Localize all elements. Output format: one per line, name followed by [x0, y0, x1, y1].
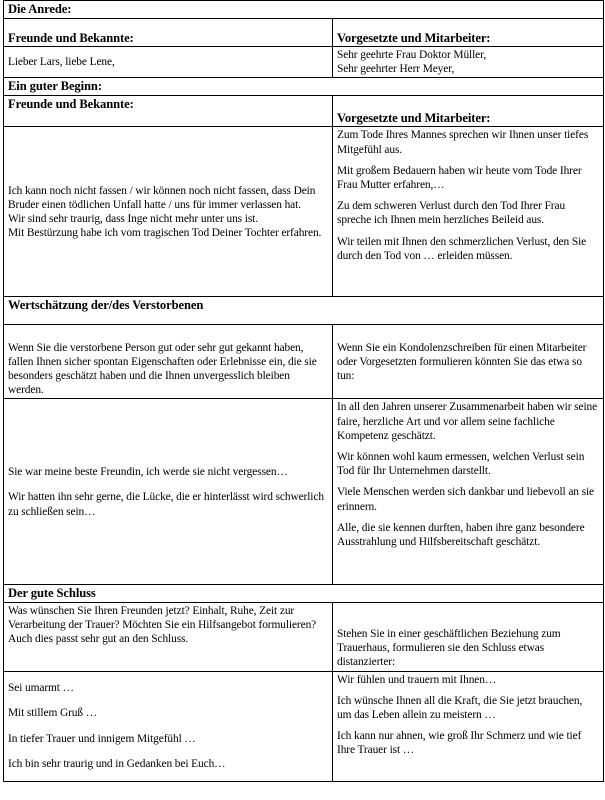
- schluss-right-paragraph: Ich kann nur ahnen, wie groß Ihr Schmerz und wie tief Ihre Trauer ist …: [337, 730, 582, 757]
- wertschaetzung-right-paragraph: Wir können wohl kaum ermessen, welchen Verlust sein Tod für Ihr Unternehmen darstellt.: [337, 451, 585, 478]
- schluss-left-paragraph: Mit stillem Gruß …: [8, 707, 98, 720]
- wertschaetzung-right-paragraph: Alle, die sie kennen durften, haben ihre ganz besondere Ausstrahlung und Hilfsbereitschaft geschätzt.: [337, 521, 585, 549]
- schluss-left-cell: [4, 671, 333, 781]
- header-freunde: Freunde und Bekannte:: [4, 96, 333, 127]
- beginn-right-paragraph: Wir teilen mit Ihnen den schmerzlichen Verlust, den Sie durch den Tod von … erleiden müssen.: [337, 235, 587, 262]
- wertschaetzung-right-cell: [333, 399, 604, 585]
- beginn-right-paragraph: Zu dem schweren Verlust durch den Tod Ihrer Frau spreche ich Ihnen mein herzliches Beileid aus.: [337, 200, 566, 227]
- schluss-left-paragraph: In tiefer Trauer und innigem Mitgefühl …: [8, 732, 196, 745]
- wertschaetzung-right-paragraph: Viele Menschen werden sich dankbar und liebevoll an sie erinnern.: [337, 486, 594, 513]
- beginn-right-cell: [333, 127, 604, 297]
- section-title-anrede: Die Anrede:: [4, 1, 604, 19]
- wertschaetzung-right-intro: Wenn Sie ein Kondolenzschreiben für einen Mitarbeiter oder Vorgesetzten formulieren könnten Sie das etwa so tun:: [333, 325, 604, 399]
- anrede-right-cell: [333, 47, 604, 78]
- wertschaetzung-right-paragraph: In all den Jahren unserer Zusammenarbeit haben wir seine faire, herzliche Art und vor allem seine fachliche Kompetenz geschätzt.: [337, 401, 598, 442]
- schluss-left-paragraph: Ich bin sehr traurig und in Gedanken bei Euch…: [8, 757, 226, 770]
- beginn-left-paragraph: Mit Bestürzung habe ich vom tragischen Tod Deiner Tochter erfahren.: [8, 227, 322, 240]
- schluss-right-intro: Stehen Sie in einer geschäftlichen Beziehung zum Trauerhaus, formulieren sie den Schluss etwas distanzierter:: [333, 602, 604, 671]
- anrede-right-line: Sehr geehrter Herr Meyer,: [337, 63, 455, 76]
- wertschaetzung-left-paragraph: Wir hatten ihn sehr gerne, die Lücke, die er hinterlässt wird schwerlich zu schließen sein…: [8, 491, 324, 518]
- beginn-left-cell: [4, 127, 333, 297]
- beginn-left-paragraph: Wir sind sehr traurig, dass Inge nicht mehr unter uns ist.: [8, 212, 258, 225]
- header-vorgesetzte: Vorgesetzte und Mitarbeiter:: [333, 96, 604, 127]
- beginn-right-paragraph: Mit großem Bedauern haben wir heute vom Tode Ihrer Frau Mutter erfahren,…: [337, 164, 582, 192]
- schluss-right-cell: [333, 671, 604, 781]
- section-title-beginn: Ein guter Beginn:: [4, 78, 604, 96]
- schluss-left-paragraph: Sei umarmt …: [8, 682, 74, 695]
- wertschaetzung-left-intro: Wenn Sie die verstorbene Person gut oder sehr gut gekannt haben, fallen Ihnen sicher spontan Eigenschaften oder Erlebnisse ein, die sie besonders geschätzt haben und die Ihnen unvergesslich bleiben werden.: [4, 325, 333, 399]
- section-title-schluss: Der gute Schluss: [4, 585, 604, 602]
- beginn-left-paragraph: Ich kann noch nicht fassen / wir können noch nicht fassen, dass Dein Bruder einen tödlichen Unfall hatte / uns für immer verlassen hat.: [8, 184, 316, 211]
- anrede-left-text: Lieber Lars, liebe Lene,: [4, 47, 333, 78]
- wertschaetzung-left-paragraph: Sie war meine beste Freundin, ich werde sie nicht vergessen…: [8, 466, 288, 479]
- anrede-right-line: Sehr geehrte Frau Doktor Müller,: [337, 49, 487, 61]
- wertschaetzung-left-cell: [4, 399, 333, 585]
- condolence-table: [3, 0, 604, 782]
- section-title-wertschaetzung: Wertschätzung der/des Verstorbenen: [4, 297, 604, 325]
- schluss-left-intro: Was wünschen Sie Ihren Freunden jetzt? Einhalt, Ruhe, Zeit zur Verarbeitung der Trauer? Möchten Sie ein Hilfsangebot formulieren? Auch dies passt sehr gut an den Schluss.: [4, 602, 333, 671]
- schluss-right-paragraph: Ich wünsche Ihnen all die Kraft, die Sie jetzt brauchen, um das Leben allein zu meistern …: [337, 694, 583, 722]
- beginn-right-paragraph: Zum Tode Ihres Mannes sprechen wir Ihnen unser tiefes Mitgefühl aus.: [337, 129, 589, 156]
- header-freunde: Freunde und Bekannte:: [4, 19, 333, 47]
- header-vorgesetzte: Vorgesetzte und Mitarbeiter:: [333, 19, 604, 47]
- schluss-right-paragraph: Wir fühlen und trauern mit Ihnen…: [337, 673, 497, 686]
